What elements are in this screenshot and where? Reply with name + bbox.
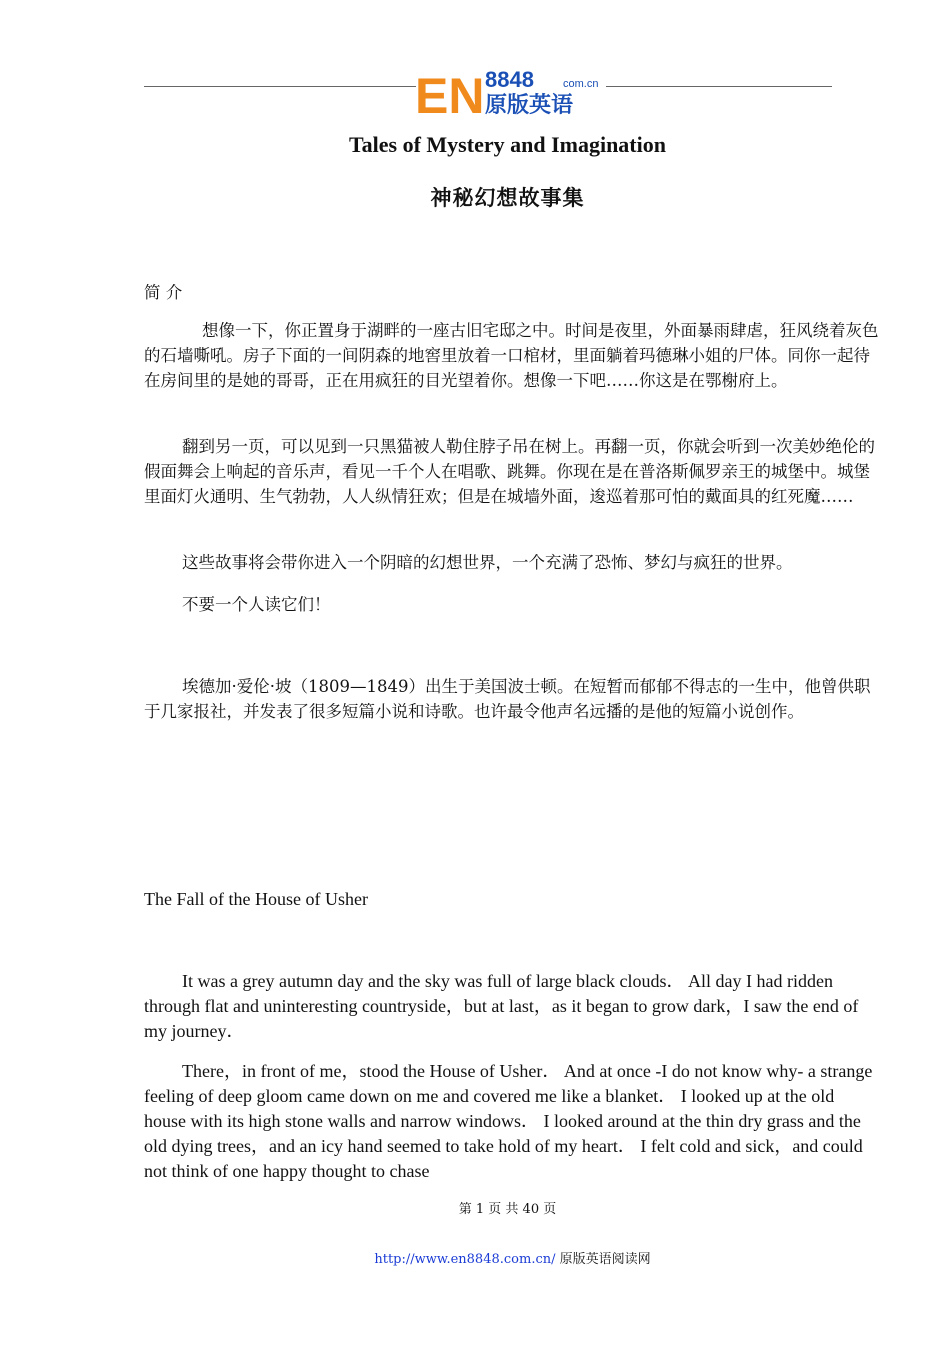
- logo-cn-text: 原版英语: [485, 93, 574, 117]
- intro-paragraph-1: 想像一下，你正置身于湖畔的一座古旧宅邸之中。时间是夜里，外面暴雨肆虐，狂风绕着灰色的石墙嘶吼。房子下面的一间阴森的地窖里放着一口棺材，里面躺着玛德琳小姐的尸体。同你一起待在房间里的是她的哥哥，正在用疯狂的目光望着你。想像一下吧……你这是在鄂榭府上。: [144, 321, 879, 390]
- footer-link-row: [0, 1248, 950, 1267]
- intro-paragraph-3: 这些故事将会带你进入一个阴暗的幻想世界，一个充满了恐怖、梦幻与疯狂的世界。: [182, 553, 793, 572]
- story-paragraph-1: It was a grey autumn day and the sky was full of large black clouds． All day I had ridden through flat and uninteresting countryside，but at last，as it began to grow dark，I saw the end of my journey．: [144, 971, 859, 1041]
- story-paragraph-2: There，in front of me，stood the House of Usher． And at once -I do not know why- a strange feeling of deep gloom came down on me and covered me like a blanket． I looked up at the old house with its high stone walls and narrow windows． I looked around at the thin dry grass and the old dying trees，and an icy hand seemed to take hold of my heart． I felt cold and sick，and could not think of one happy thought to chase: [144, 1061, 873, 1181]
- header-rule-right: [606, 86, 832, 87]
- book-title-chinese: 神秘幻想故事集: [430, 186, 585, 210]
- site-url-link[interactable]: http://www.en8848.com.cn/: [374, 1252, 556, 1267]
- intro-paragraph-4: 不要一个人读它们！: [182, 595, 331, 614]
- logo-number-text: 8848: [485, 67, 534, 92]
- author-paragraph: 埃德加·爱伦·坡（1809—1849）出生于美国波士顿。在短暂而郁郁不得志的一生中，他曾供职于几家报社，并发表了很多短篇小说和诗歌。也许最令他声名远播的是他的短篇小说创作。: [144, 677, 871, 721]
- page-number: 第 1 页 共 40 页: [458, 1202, 557, 1217]
- header-rule-left: [144, 86, 416, 87]
- book-title-english: Tales of Mystery and Imagination: [349, 132, 666, 157]
- story-title: The Fall of the House of Usher: [144, 889, 368, 909]
- logo-en-text: EN: [415, 68, 485, 117]
- logo-domain-text: com.cn: [563, 78, 599, 90]
- site-name: 原版英语阅读网: [559, 1252, 651, 1267]
- intro-label: 简 介: [144, 283, 183, 302]
- intro-paragraph-2: 翻到另一页，可以见到一只黑猫被人勒住脖子吊在树上。再翻一页，你就会听到一次美妙绝伦的假面舞会上响起的音乐声，看见一千个人在唱歌、跳舞。你现在是在普洛斯佩罗亲王的城堡中。城堡里面灯火通明、生气勃勃，人人纵情狂欢；但是在城墙外面，逡巡着那可怕的戴面具的红死魔……: [144, 437, 875, 506]
- en8848-logo[interactable]: [413, 67, 605, 117]
